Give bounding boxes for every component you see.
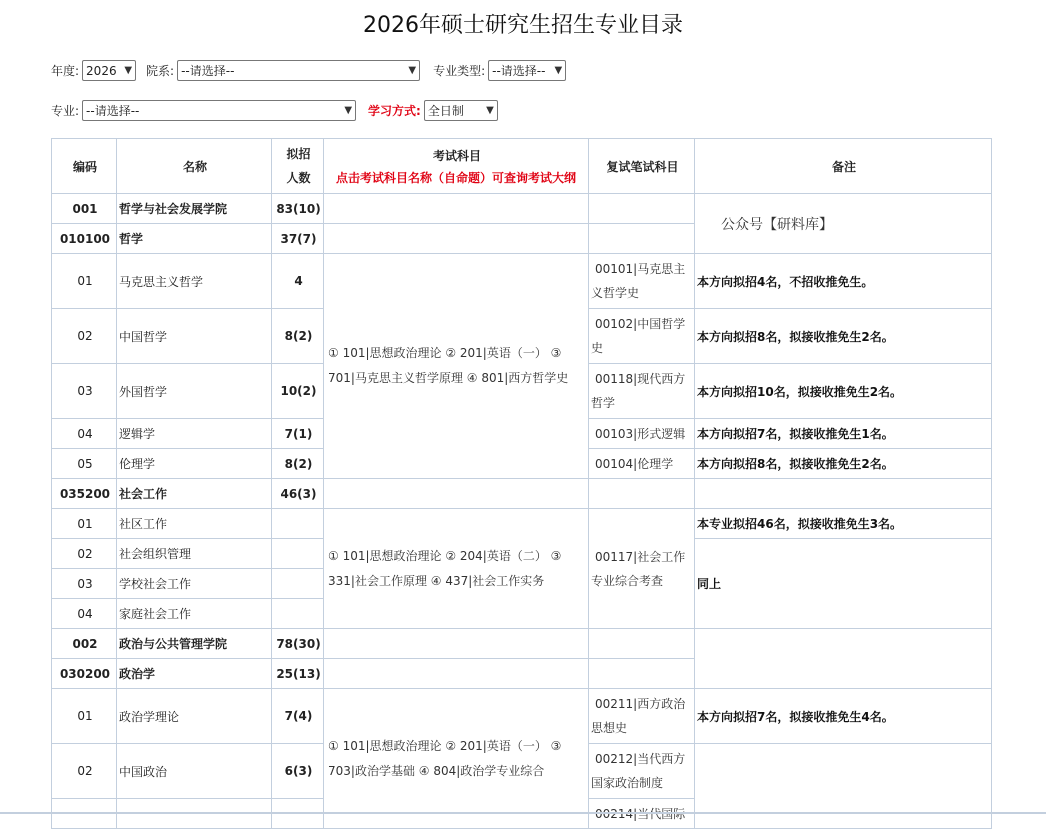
- header-exam-title: 考试科目: [432, 149, 481, 163]
- retest-text: 00104|伦理学: [595, 456, 674, 471]
- filter-row-2: [51, 100, 498, 121]
- major-name[interactable]: 哲学: [117, 224, 272, 254]
- direction-code: 02: [52, 309, 117, 364]
- direction-name: 逻辑学: [117, 419, 272, 449]
- major-code: 030200: [52, 659, 117, 689]
- direction-name: 社区工作: [117, 509, 272, 539]
- direction-code: 02: [52, 744, 117, 799]
- header-exam-hint: 点击考试科目名称（自命题）可查询考试大纲: [335, 171, 576, 185]
- major-value: --请选择--: [86, 104, 140, 118]
- retest-subject: [589, 254, 695, 309]
- retest-text: 00118|现代西方哲学: [591, 372, 686, 410]
- table-row: [52, 629, 992, 659]
- dept-name[interactable]: 政治与公共管理学院: [117, 629, 272, 659]
- direction-code: 05: [52, 449, 117, 479]
- major-code: 010100: [52, 224, 117, 254]
- mode-value: 全日制: [427, 104, 464, 118]
- direction-quota: 6(3): [272, 744, 324, 799]
- dept-code: 002: [52, 629, 117, 659]
- direction-quota: 7(1): [272, 419, 324, 449]
- note-text: 本方向拟招7名，拟接收推免生1名。: [695, 419, 992, 449]
- major-name[interactable]: 社会工作: [117, 479, 272, 509]
- dept-code: 001: [52, 194, 117, 224]
- note-text: 本方向拟招8名，拟接收推免生2名。: [695, 309, 992, 364]
- major-quota: 37(7): [272, 224, 324, 254]
- direction-quota: 4: [272, 254, 324, 309]
- major-name[interactable]: 政治学: [117, 659, 272, 689]
- retest-subject: [589, 689, 695, 744]
- watermark-cell: [695, 194, 992, 254]
- major-label: 专业:: [51, 104, 80, 118]
- chevron-down-icon: ▼: [344, 105, 353, 116]
- header-exam: [324, 139, 589, 194]
- direction-quota: 8(2): [272, 309, 324, 364]
- dept-quota: 83(10): [272, 194, 324, 224]
- major-select[interactable]: [82, 100, 356, 121]
- dept-label: 院系:: [146, 64, 175, 78]
- retest-text: 00102|中国哲学史: [591, 317, 686, 355]
- chevron-down-icon: ▼: [408, 65, 417, 76]
- major-code: 035200: [52, 479, 117, 509]
- direction-name: 家庭社会工作: [117, 599, 272, 629]
- catalog-table: [51, 138, 992, 829]
- direction-quota: 7(4): [272, 689, 324, 744]
- retest-text: 00103|形式逻辑: [595, 426, 686, 441]
- direction-name: 外国哲学: [117, 364, 272, 419]
- retest-subject: [589, 364, 695, 419]
- mode-select[interactable]: [424, 100, 498, 121]
- exam-subjects[interactable]: [324, 509, 589, 629]
- retest-subject: [589, 419, 695, 449]
- type-label: 专业类型:: [433, 64, 486, 78]
- direction-name: 社会组织管理: [117, 539, 272, 569]
- direction-code: 01: [52, 509, 117, 539]
- note-text: 同上: [695, 539, 992, 629]
- direction-code: 04: [52, 599, 117, 629]
- exam-subjects-text[interactable]: ① 101|思想政治理论 ② 201|英语（一） ③ 703|政治学基础 ④ 804|政治学专业综合: [328, 738, 562, 778]
- direction-name: 政治学理论: [117, 689, 272, 744]
- direction-name: 马克思主义哲学: [117, 254, 272, 309]
- note-text: 本方向拟招8名，拟接收推免生2名。: [695, 449, 992, 479]
- direction-code: 04: [52, 419, 117, 449]
- header-name: 名称: [117, 139, 272, 194]
- direction-code: 01: [52, 689, 117, 744]
- retest-subject: [589, 744, 695, 799]
- retest-text: 00211|西方政治思想史: [591, 697, 686, 735]
- note-text: 本方向拟招10名，拟接收推免生2名。: [695, 364, 992, 419]
- direction-name: 中国政治: [117, 744, 272, 799]
- note-text: 本方向拟招4名，不招收推免生。: [695, 254, 992, 309]
- header-quota-line2: 人数: [286, 171, 311, 185]
- retest-subject: [589, 449, 695, 479]
- direction-code: 01: [52, 254, 117, 309]
- table-row: [52, 689, 992, 744]
- retest-subject: [589, 309, 695, 364]
- note-text: 本专业拟招46名，拟接收推免生3名。: [695, 509, 992, 539]
- exam-subjects[interactable]: [324, 689, 589, 829]
- year-label: 年度:: [51, 64, 80, 78]
- type-value: --请选择--: [492, 64, 546, 78]
- table-row: [52, 509, 992, 539]
- direction-code: 03: [52, 364, 117, 419]
- major-quota: 25(13): [272, 659, 324, 689]
- direction-name: 伦理学: [117, 449, 272, 479]
- dept-select[interactable]: [177, 60, 420, 81]
- dept-name[interactable]: 哲学与社会发展学院: [117, 194, 272, 224]
- table-row: [52, 194, 992, 224]
- direction-quota: 10(2): [272, 364, 324, 419]
- exam-subjects-text[interactable]: ① 101|思想政治理论 ② 204|英语（二） ③ 331|社会工作原理 ④ 437|社会工作实务: [328, 548, 562, 588]
- note-text: 本方向拟招7名，拟接收推免生4名。: [695, 689, 992, 744]
- direction-code: 03: [52, 569, 117, 599]
- direction-name: 学校社会工作: [117, 569, 272, 599]
- dept-value: --请选择--: [181, 64, 235, 78]
- table-row: [52, 254, 992, 309]
- header-note: 备注: [695, 139, 992, 194]
- header-quota: [272, 139, 324, 194]
- type-select[interactable]: [488, 60, 566, 81]
- mode-label: 学习方式:: [368, 104, 421, 118]
- direction-quota: 8(2): [272, 449, 324, 479]
- page-title: 2026年硕士研究生招生专业目录: [363, 13, 683, 38]
- exam-subjects[interactable]: [324, 254, 589, 479]
- retest-text: 00212|当代西方国家政治制度: [591, 752, 686, 790]
- dept-quota: 78(30): [272, 629, 324, 659]
- chevron-down-icon: ▼: [124, 65, 133, 76]
- exam-subjects-text[interactable]: ① 101|思想政治理论 ② 201|英语（一） ③ 701|马克思主义哲学原理 ④ 801|西方哲学史: [328, 346, 569, 385]
- retest-text: 00101|马克思主义哲学史: [591, 262, 686, 300]
- year-value: 2026: [86, 63, 117, 78]
- header-quota-line1: 拟招: [286, 147, 311, 161]
- table-header-row: [52, 139, 992, 194]
- major-quota: 46(3): [272, 479, 324, 509]
- header-code: 编码: [52, 139, 117, 194]
- direction-code: 02: [52, 539, 117, 569]
- retest-text: 00117|社会工作专业综合考查: [591, 549, 686, 588]
- chevron-down-icon: ▼: [486, 105, 494, 116]
- filter-row-1: [51, 60, 566, 81]
- watermark-text: 公众号【研料库】: [721, 216, 833, 233]
- year-select[interactable]: [82, 60, 136, 81]
- table-row: [52, 479, 992, 509]
- chevron-down-icon: ▼: [554, 65, 563, 76]
- header-retest: 复试笔试科目: [589, 139, 695, 194]
- retest-subject: [589, 509, 695, 629]
- direction-name: 中国哲学: [117, 309, 272, 364]
